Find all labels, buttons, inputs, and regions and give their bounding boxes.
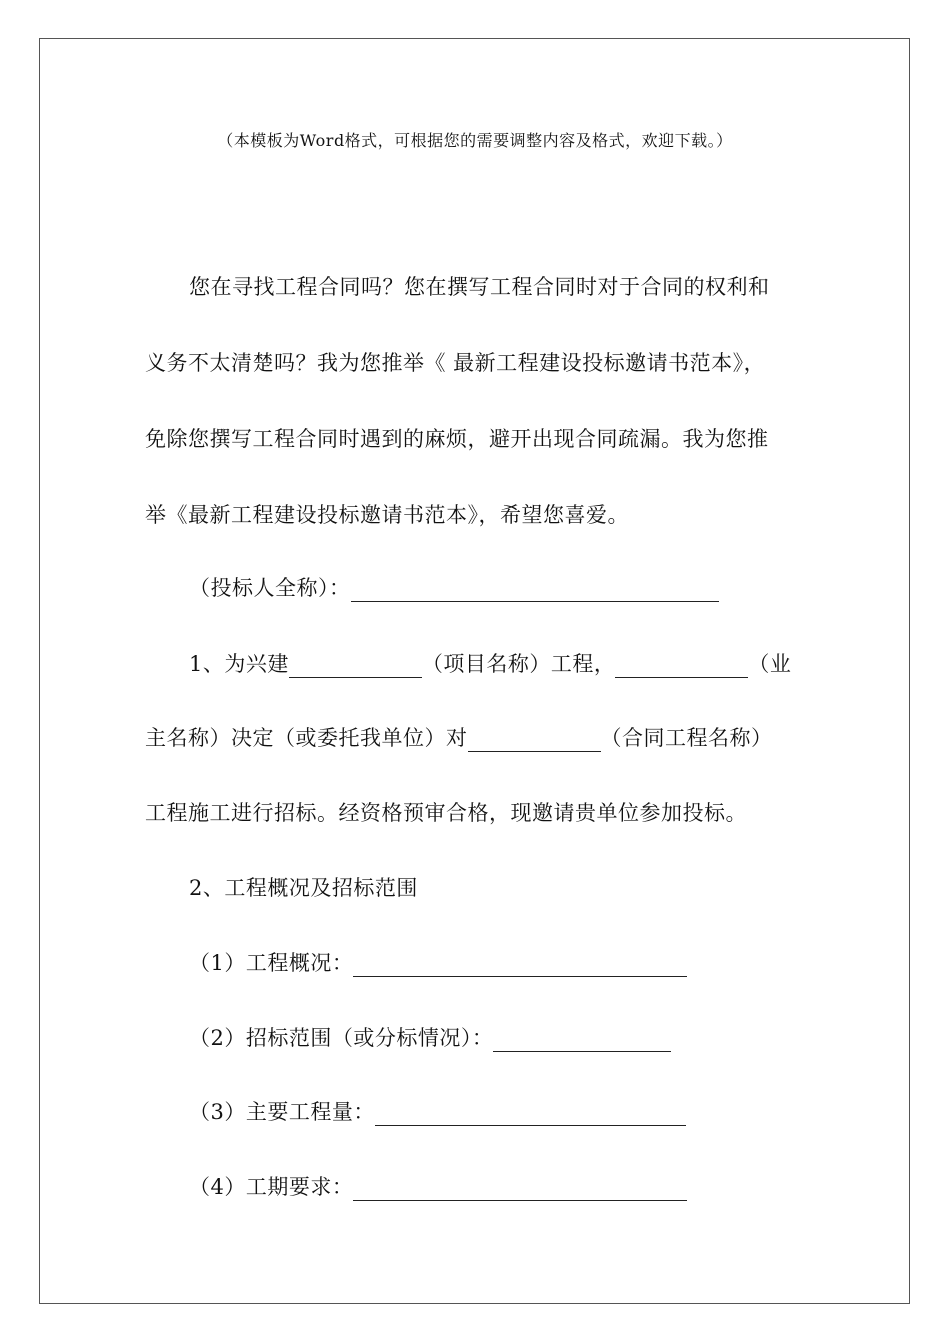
bidder-name-blank[interactable]: [351, 579, 719, 602]
item1-text-a: 1、为兴建: [189, 652, 289, 676]
intro-paragraph: [145, 249, 810, 553]
scope-blank[interactable]: [493, 1029, 671, 1052]
project-name-blank[interactable]: [289, 655, 422, 678]
bidder-name-row: [145, 572, 719, 602]
sub-item-scope: [145, 1022, 671, 1052]
quantity-blank[interactable]: [375, 1103, 686, 1126]
sub-item-quantity-label: （3）主要工程量：: [189, 1100, 375, 1124]
sub-item-schedule-label: （4）工期要求：: [189, 1175, 354, 1199]
sub-item-overview-label: （1）工程概况：: [189, 951, 354, 975]
template-notice: （本模板为Word格式，可根据您的需要调整内容及格式，欢迎下载。）: [217, 131, 733, 150]
sub-item-overview: [145, 947, 687, 977]
item1-text-e: （合同工程名称）: [600, 726, 773, 750]
intro-line-1: 您在寻找工程合同吗？您在撰写工程合同时对于合同的权利和: [189, 275, 770, 299]
item1-line3: 工程施工进行招标。经资格预审合格，现邀请贵单位参加投标。: [145, 801, 747, 825]
item1-line1: [145, 648, 791, 678]
item1-text-b: （项目名称）工程，: [421, 652, 616, 676]
item1-line2: [145, 722, 773, 752]
intro-line-3: 免除您撰写工程合同时遇到的麻烦，避开出现合同疏漏。我为您推: [145, 427, 769, 451]
intro-line-2: 义务不太清楚吗？我为您推举《 最新工程建设投标邀请书范本》，: [145, 351, 766, 375]
schedule-blank[interactable]: [353, 1178, 687, 1201]
sub-item-quantity: [145, 1096, 686, 1126]
bidder-label: （投标人全称）：: [189, 576, 351, 600]
item1-text-d: 主名称）决定（或委托我单位）对: [145, 726, 468, 750]
owner-name-blank[interactable]: [615, 655, 748, 678]
sub-item-scope-label: （2）招标范围（或分标情况）：: [189, 1026, 494, 1050]
item1-text-c: （业: [748, 652, 792, 676]
contract-name-blank[interactable]: [468, 729, 601, 752]
overview-blank[interactable]: [353, 954, 687, 977]
item2-heading: 2、工程概况及招标范围: [189, 876, 418, 900]
sub-item-schedule: [145, 1171, 687, 1201]
intro-line-4: 举《最新工程建设投标邀请书范本》，希望您喜爱。: [145, 503, 629, 527]
